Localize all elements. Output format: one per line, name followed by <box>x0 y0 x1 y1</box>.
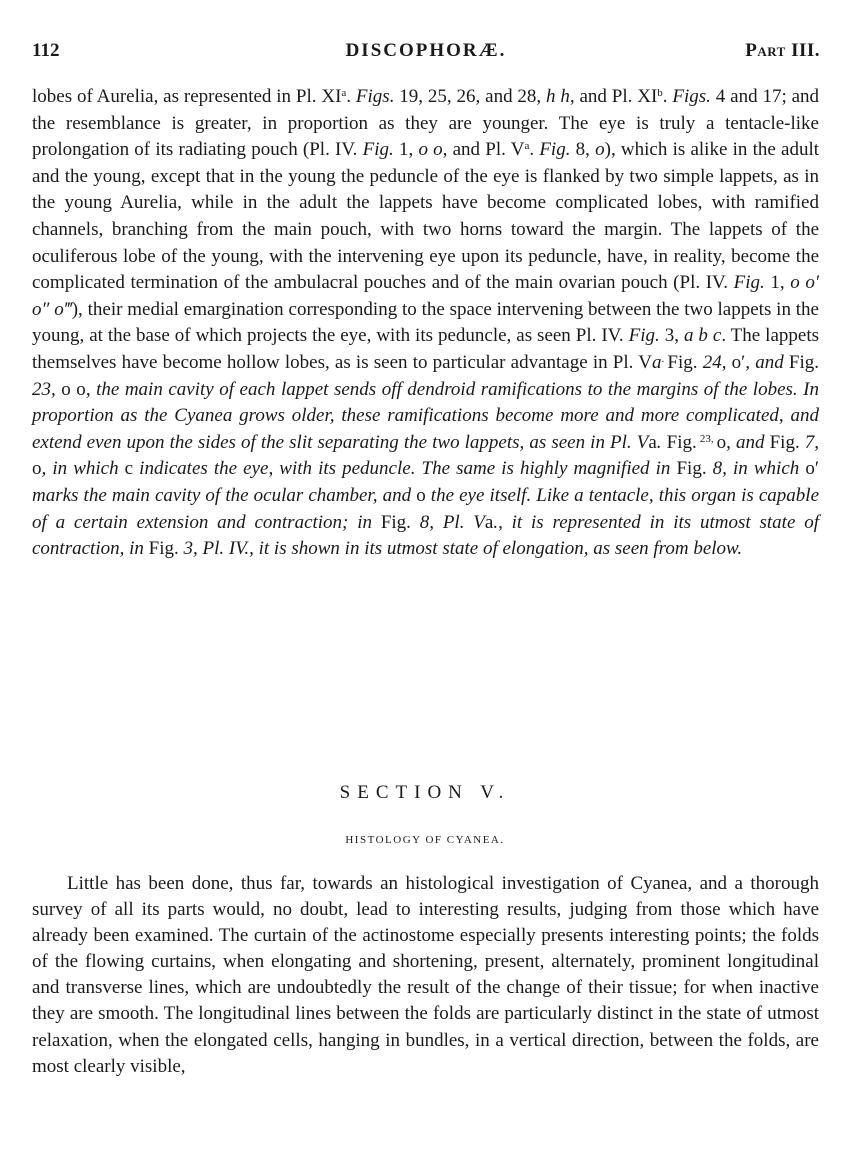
text-run: 3, <box>659 325 684 347</box>
plate-superscript: a <box>524 140 530 153</box>
text-run: Fig. <box>788 351 820 373</box>
text-run: a <box>484 511 494 533</box>
italic-reference: a b c <box>683 325 722 347</box>
text-run: Fig. <box>769 431 800 453</box>
italic-reference: Figs. <box>355 86 395 107</box>
text-run: o′ <box>731 351 746 373</box>
italic-reference: , and <box>726 431 770 453</box>
italic-reference: a <box>651 351 662 373</box>
text-run: , and Pl. XI <box>569 86 658 107</box>
italic-reference: Fig. <box>733 272 765 294</box>
italic-reference: o o′ o″ o‴ <box>32 272 820 320</box>
text-run: a <box>648 431 657 453</box>
text-run: c <box>124 458 134 480</box>
text-run: 8, <box>570 139 596 161</box>
text-run: 1, <box>393 139 419 161</box>
italic-reference: 8, in which <box>706 458 806 480</box>
text-run: . <box>529 139 540 161</box>
italic-reference: o <box>595 139 605 161</box>
text-run: lobes of Aurelia, as represented in Pl. XI <box>32 86 342 107</box>
italic-reference: Fig. <box>539 139 571 161</box>
text-run: o′ <box>805 458 819 480</box>
text-run: o <box>716 431 727 453</box>
text-run: Fig. <box>667 351 698 373</box>
text-run: ), their medial emargination corresponding to the space intervening between the two lappets in the young, at the base of which projects the eye, with its peduncle, as seen Pl. IV. <box>32 298 819 347</box>
italic-reference: Fig. <box>628 325 660 347</box>
plate-superscript: a <box>341 87 347 99</box>
paragraph-histology: Little has been done, thus far, towards an histological investigation of Cyanea, and a thorough survey of all its parts would, no doubt, lead to interesting results, judging from those which have already been examined. The curtain of the actinostome especially presents interesting points; the folds of the flowing curtains, when elongating and shortening, present, alternately, prominent longitudinal and transverse lines, which are undoubtedly the result of the change of their tissue; for when inactive they are smooth. The longitudinal lines between the folds are particularly distinct in the state of utmost relaxation, when the elongated cells, hanging in bundles, in a vertical direction, between the folds, are most clearly visible, <box>32 873 819 1077</box>
text-run: o <box>32 458 42 480</box>
plate-superscript: . <box>661 352 668 365</box>
section-heading: SECTION V. <box>339 782 511 803</box>
text-run: . <box>346 86 356 107</box>
text-run: 1, <box>764 272 791 294</box>
text-run: Fig. <box>380 511 411 533</box>
text-run: 19, 25, 26, and 28, <box>394 86 547 107</box>
italic-reference: the eye itself. Like a tentacle, this organ is capable of a certain extension and contraction; in <box>32 484 819 533</box>
text-run: o <box>416 484 426 506</box>
text-run: o o <box>61 378 86 400</box>
italic-reference: , the main cavity of each lappet sends off dendroid ramifications to the margins of the lobes. In proportion as the Cyanea grows older, these ramifications become more and more complicated, and extend even upon the sides of the slit separating the two lappets, as seen in Pl. V <box>32 378 820 453</box>
italic-reference: o o <box>418 139 443 161</box>
text-run: . <box>662 86 673 107</box>
text-run: Fig. <box>676 458 707 480</box>
italic-reference: 24, <box>697 351 732 373</box>
text-run: ), which is alike in the adult and the young, except that in the young the peduncle of the eye is flanked by two simple lappets, as in the young Aurelia, while in the adult the lappets have become complicated lobes, with ramified channels, branching from the main pouch, with two horns toward the margin. The lappets of the oculiferous lobe of the young, with the intervening eye upon its peduncle, have, in reality, become the complicated termination of the ambulacral pouches and of the main ovarian pouch (Pl. IV. <box>32 139 820 294</box>
section-subheading: HISTOLOGY OF CYANEA. <box>345 834 505 846</box>
italic-reference: 3, Pl. IV., it is shown in its utmost state of elongation, as seen from below. <box>178 538 743 560</box>
italic-reference: . <box>656 431 667 453</box>
page-number: 112 <box>32 40 60 61</box>
italic-reference: h h <box>546 86 570 107</box>
italic-reference: indicates the eye, with its peduncle. The same is highly magnified in <box>133 458 677 480</box>
italic-reference: marks the main cavity of the ocular chamber, and <box>32 484 417 506</box>
italic-reference: ., it is represented in its utmost state of contraction, in <box>32 511 819 560</box>
text-run: 4 and 17; and the resemblance is greater, in proportion as they are younger. The eye is truly a tentacle-like prolongation of its radiating pouch (Pl. IV. <box>32 86 820 161</box>
plate-superscript: b <box>657 87 663 99</box>
text-run: Fig. <box>148 538 179 560</box>
italic-reference: 23, <box>32 378 62 400</box>
running-title: DISCOPHORÆ. <box>345 40 507 61</box>
paragraph-eye-lappets <box>32 84 819 563</box>
plate-superscript: 23, <box>696 432 717 445</box>
italic-reference: Figs. <box>672 86 711 107</box>
italic-reference: Fig. <box>362 139 394 161</box>
italic-reference: , in which <box>41 458 125 480</box>
running-header <box>32 40 820 68</box>
text-run: , and Pl. V <box>442 139 525 161</box>
text-run: . The lappets themselves have become hollow lobes, as is seen to particular advantage in Pl. V <box>32 325 819 373</box>
italic-reference: 8, Pl. V <box>410 511 485 533</box>
text-run: Fig. <box>666 431 697 453</box>
part-label: Part III. <box>745 40 820 61</box>
italic-reference: , and <box>745 351 789 373</box>
italic-reference: 7, <box>799 431 820 453</box>
